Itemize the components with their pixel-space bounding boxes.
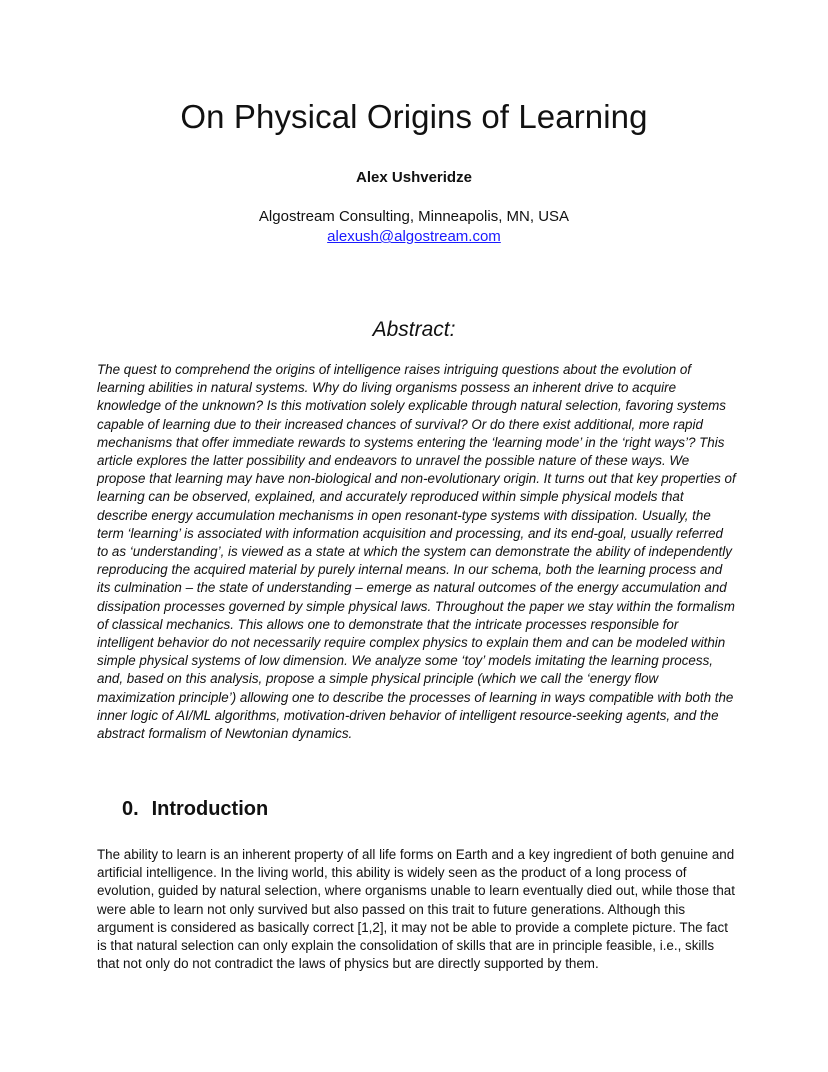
introduction-text: The ability to learn is an inherent property of all life forms on Earth and a key ingredient of both genuine and artificial intelligence. In the living world, this ability is widely seen as the product of a long process of evolution, guided by natural selection, where organisms unable to learn eventually died out, while those that were able to learn not only survived but also passed on this trait to future generations. Although this argument is considered as basically correct [1,2], it may not be able to provide a complete picture. The fact is that natural selection can only explain the consolidation of skills that are in principle feasible, i.e., skills that not only do not contradict the laws of physics but are directly supported by them. xyxy=(97,847,735,972)
section-number: 0. xyxy=(122,798,139,820)
author-affiliation: Algostream Consulting, Minneapolis, MN, USA xyxy=(258,208,570,225)
author-email-link[interactable]: alexush@algostream.com xyxy=(327,228,501,245)
section-title: Introduction xyxy=(151,798,269,820)
author-name: Alex Ushveridze xyxy=(356,169,472,186)
abstract-heading: Abstract: xyxy=(372,318,456,341)
abstract-text: The quest to comprehend the origins of intelligence raises intriguing questions about the evolution of learning abilities in natural systems. Why do living organisms possess an inherent drive to acquire knowledge of the unknown? Is this motivation solely explicable through natural selection, favoring systems capable of learning due to their increased chances of survival? Or do there exist additional, more rapid mechanisms that offer immediate rewards to systems entering the ‘learning mode’ in the ‘right ways’? This article explores the latter possibility and endeavors to unravel the possible nature of these ways. We propose that learning may have non-biological and non-evolutionary origin. It turns out that key properties of learning can be observed, explained, and accurately reproduced within simple physical models that describe energy accumulation mechanisms in open resonant-type systems with dissipation. Usually, the term ‘learning’ is associated with information acquisition and processing, and its end-goal, usually referred to as ‘understanding’, is viewed as a state at which the system can demonstrate the ability of independently reproducing the acquired material by purely internal means. In our schema, both the learning process and its culmination – the state of understanding – emerge as natural outcomes of the energy accumulation and dissipation processes governed by simple physical laws. Throughout the paper we stay within the formalism of classical mechanics. This allows one to demonstrate that the intricate processes responsible for intelligent behavior do not necessarily require complex physics to explain them and can be modeled within simple physical systems of low dimension. We analyze some ‘toy’ models imitating the learning process, and, based on this analysis, propose a simple physical principle (which we call the ‘energy flow maximization principle’) allowing one to describe the processes of learning in ways compatible with both the inner logic of AI/ML algorithms, motivation-driven behavior of intelligent resource-seeking agents, and the abstract formalism of Newtonian dynamics. xyxy=(97,362,736,742)
paper-title: On Physical Origins of Learning xyxy=(180,98,648,135)
author-email-line xyxy=(0,228,828,245)
section-heading-introduction xyxy=(122,798,268,821)
